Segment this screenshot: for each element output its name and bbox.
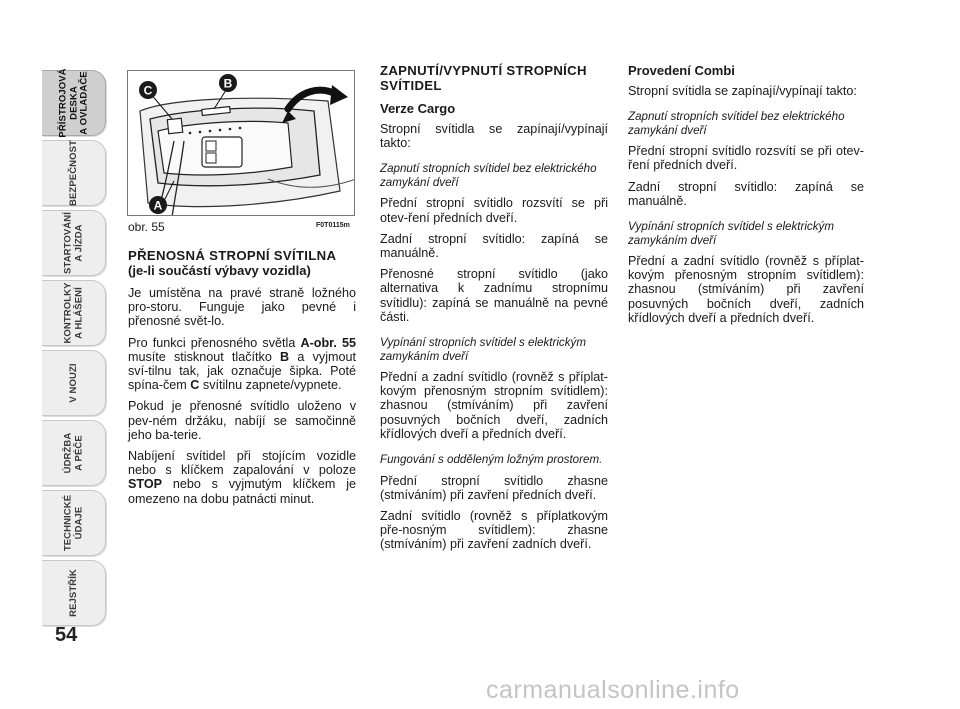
figure-caption: obr. 55 [128,220,165,234]
italic-heading: Zapnutí stropních svítidel bez elektrického zamykání dveří [380,162,597,189]
tab-label: REJSTŘÍK [67,569,79,617]
paragraph: Přenosné stropní svítidlo (jako alternativa k zadnímu stropnímu svítidlu): zapíná se manuálně na pevné části. [380,267,608,324]
paragraph [128,336,356,393]
italic-heading: Vypínání stropních svítidel s elektrickým zamykáním dveří [628,220,834,247]
callout-c: C [143,83,153,98]
section-subtitle: Provedení Combi [628,63,735,78]
text-run: nebo s vyjmutým klíčkem je omezeno na dobu patnácti minut. [128,477,356,506]
tab-label: KONTROLKY A HLÁŠENÍ [62,282,84,344]
text-run: a vyjmout sví-tilnu tak, jak označuje šipka. Poté spína-čem [128,349,356,393]
paragraph: Pokud je přenosné svítidlo uloženo v pev-ném držáku, nabíjí se samočinně jeho ba-terie. [128,399,356,442]
column-portable-lamp [128,248,356,513]
tab-label: TECHNICKÉ ÚDAJE [62,494,84,552]
paragraph: Přední a zadní svítidlo (rovněž s příplat-kovým přenosným stropním svítidlem): zhasnou (stmíváním) při zavření posuvných bočních dveří, zadních křídlových dveří a předních dveří. [380,370,608,441]
tab-startovani[interactable] [42,210,106,276]
section-title: ZAPNUTÍ/VYPNUTÍ STROPNÍCH SVÍTIDEL [380,63,587,93]
callout-b: B [223,76,233,91]
text-run: Nabíjení svítidel při stojícím vozidle nebo s klíčkem zapalování v poloze [128,449,356,478]
callout-a: A [153,198,163,213]
watermark: carmanualsonline.info [486,676,740,704]
paragraph: Zadní svítidlo (rovněž s příplatkovým pře-nosným svítidlem): zhasne (stmíváním) při zavření zadních dveří. [380,508,608,552]
paragraph: Zadní stropní svítidlo: zapíná se manuálně. [628,179,864,208]
button-reference: B [280,349,290,364]
paragraph: Je umístěna na pravé straně ložného pro-storu. Funguje jako pevné i přenosné svět-lo. [128,286,356,329]
tab-label: V NOUZI [67,363,79,403]
tab-v-nouzi[interactable] [42,350,106,416]
tab-pristrojova-deska[interactable] [42,70,106,136]
paragraph [128,449,356,506]
figure-portable-lamp [127,70,355,216]
paragraph: Přední a zadní svítidlo (rovněž s příplat-kovým přenosným stropním svítidlem): zhasnou (stmíváním) při zavření posuvných bočních dveří, zadních křídlových dveří a předních dveří. [628,254,864,325]
paragraph: Přední stropní svítidlo zhasne (stmíváním) při zavření předních dveří. [380,473,608,502]
figure-code: F0T0115m [316,222,350,229]
text-run: Pro funkci přenosného světla [128,335,301,350]
paragraph: Zadní stropní svítidlo: zapíná se manuálně. [380,231,608,261]
section-subtitle: (je-li součástí výbavy vozidla) [128,263,311,278]
italic-heading: Zapnutí stropních svítidel bez elektrického zamykání dveří [628,110,845,137]
text-run: musíte stisknout tlačítko [128,349,281,364]
tab-label: ÚDRŽBA A PÉČE [62,432,84,474]
figure-reference: A-obr. 55 [300,335,356,350]
page-number: 54 [55,624,78,646]
text-run: svítilnu zapnete/vypnete. [199,378,342,393]
tab-label: PŘÍSTROJOVÁ DESKA A OVLADAČE [56,68,89,138]
switch-reference: C [190,378,200,393]
tab-bezpecnost[interactable] [42,140,106,206]
tab-technicke-udaje[interactable] [42,490,106,556]
tab-rejstrik[interactable] [42,560,106,626]
lamp-illustration [128,71,355,216]
section-subtitle: Verze Cargo [380,101,456,116]
column-combi [628,63,864,332]
paragraph: Stropní svítidla se zapínají/vypínají takto: [380,122,608,151]
italic-heading: Vypínání stropních svítidel s elektrickým zamykáním dveří [380,336,586,363]
tab-label: BEZPEČNOST [67,140,79,206]
tab-kontrolky[interactable] [42,280,106,346]
paragraph: Přední stropní svítidlo rozsvítí se při otev-ření předních dveří. [380,196,608,225]
tab-label: STARTOVÁNÍ A JÍZDA [62,212,84,274]
ignition-position: STOP [128,477,163,492]
section-title: PŘENOSNÁ STROPNÍ SVÍTILNA [128,248,337,263]
italic-heading: Fungování s odděleným ložným prostorem. [380,453,603,467]
paragraph: Přední stropní svítidlo rozsvítí se při otev-ření předních dveří. [628,144,864,173]
paragraph: Stropní svítidla se zapínají/vypínají takto: [628,84,857,98]
column-cargo [380,63,608,559]
tab-udrzba[interactable] [42,420,106,486]
